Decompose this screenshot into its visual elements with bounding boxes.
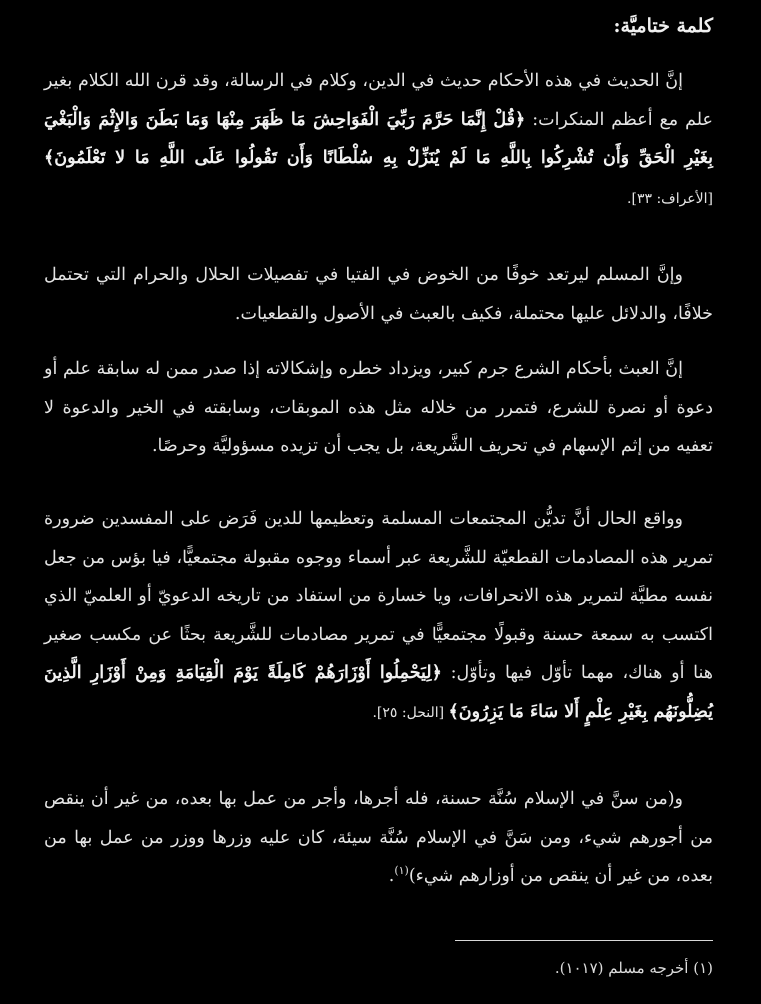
paragraph-3: إنَّ العبث بأحكام الشرع جرم كبير، ويزداد خطره وإشكالاته إذا صدر ممن له سابقة علم أو دعوة أو نصرة للشرع، فتمرر من خلاله مثل هذه الموبقات، وسابقته في الخير والدعوة لا تعفيه من إثم الإسهام في تحريف الشَّريعة، بل يجب أن تزيده مسؤوليَّة وحرصًا. [44, 359, 713, 456]
quran-verse-1: ﴿قُلْ إِنَّمَا حَرَّمَ رَبِّيَ الْفَوَاحِشَ مَا ظَهَرَ مِنْهَا وَمَا بَطَنَ وَالإِثْمَ وَالْبَغْيَ بِغَيْرِ الْحَقِّ وَأَن تُشْرِكُوا بِاللَّهِ مَا لَمْ يُنَزِّلْ بِهِ سُلْطَانًا وَأَن تَقُولُوا عَلَى اللَّهِ مَا لا تَعْلَمُونَ﴾ [44, 109, 713, 168]
hadith-end: . [388, 866, 395, 886]
paragraph-4 [44, 500, 713, 732]
paragraph-1-text: إنَّ الحديث في هذه الأحكام حديث في الدين، وكلام في الرسالة، وقد قرن الله الكلام بغير علم مع أعظم المنكرات: [44, 71, 713, 130]
paragraph-2: وإنَّ المسلم ليرتعد خوفًا من الخوض في الفتيا في تفصيلات الحلال والحرام التي تحتمل خلافًا، والدلائل عليها محتملة، فكيف بالعبث في الأصول والقطعيات. [44, 265, 713, 324]
quran-verse-2: ﴿لِيَحْمِلُوا أَوْزَارَهُمْ كَامِلَةً يَوْمَ الْقِيَامَةِ وَمِنْ أَوْزَارِ الَّذِينَ يُضِلُّونَهُم بِغَيْرِ عِلْمٍ أَلا سَاءَ مَا يَزِرُونَ﴾ [44, 663, 713, 722]
document-page [44, 0, 713, 1004]
paragraph-4-text: وواقع الحال أنَّ تديُّن المجتمعات المسلمة وتعظيمها للدين فَرَض على المفسدين ضرورة تمرير هذه المصادمات القطعيّة للشَّريعة عبر أسماء ووجوه مقبولة مجتمعيًّا، فيا بؤس من جعل نفسه مطيَّة لتمرير هذه الانحرافات، ويا خسارة من استفاد من تاريخه الدعويّ أو العلميّ الذي اكتسب به سمعة حسنة وقبولًا مجتمعيًّا في تمرير مصادمات للشَّريعة بحثًا عن مكسب صغير هنا أو هناك، مهما تأوّل فيها وتأوّل: [44, 509, 713, 683]
footnote-marker[interactable]: (١) [394, 864, 409, 878]
footnote: (١) أخرجه مسلم (١٠١٧). [554, 959, 713, 977]
verse-reference-2: [النحل: ٢٥]. [372, 704, 449, 721]
paragraph-5 [44, 780, 713, 896]
section-heading: كلمة ختاميَّة: [613, 15, 713, 37]
verse-reference-1: [الأعراف: ٣٣]. [627, 190, 713, 207]
footnote-divider [455, 940, 713, 941]
paragraph-1 [44, 62, 713, 218]
hadith-text: و(من سنَّ في الإسلام سُنَّة حسنة، فله أجرها، وأجر من عمل بها بعده، من غير أن ينقص من أجورهم شيء، ومن سَنَّ في الإسلام سُنَّة سيئة، كان عليه وزرها ووزر من عمل بها من بعده، من غير أن ينقص من أوزارهم شيء) [44, 789, 713, 886]
